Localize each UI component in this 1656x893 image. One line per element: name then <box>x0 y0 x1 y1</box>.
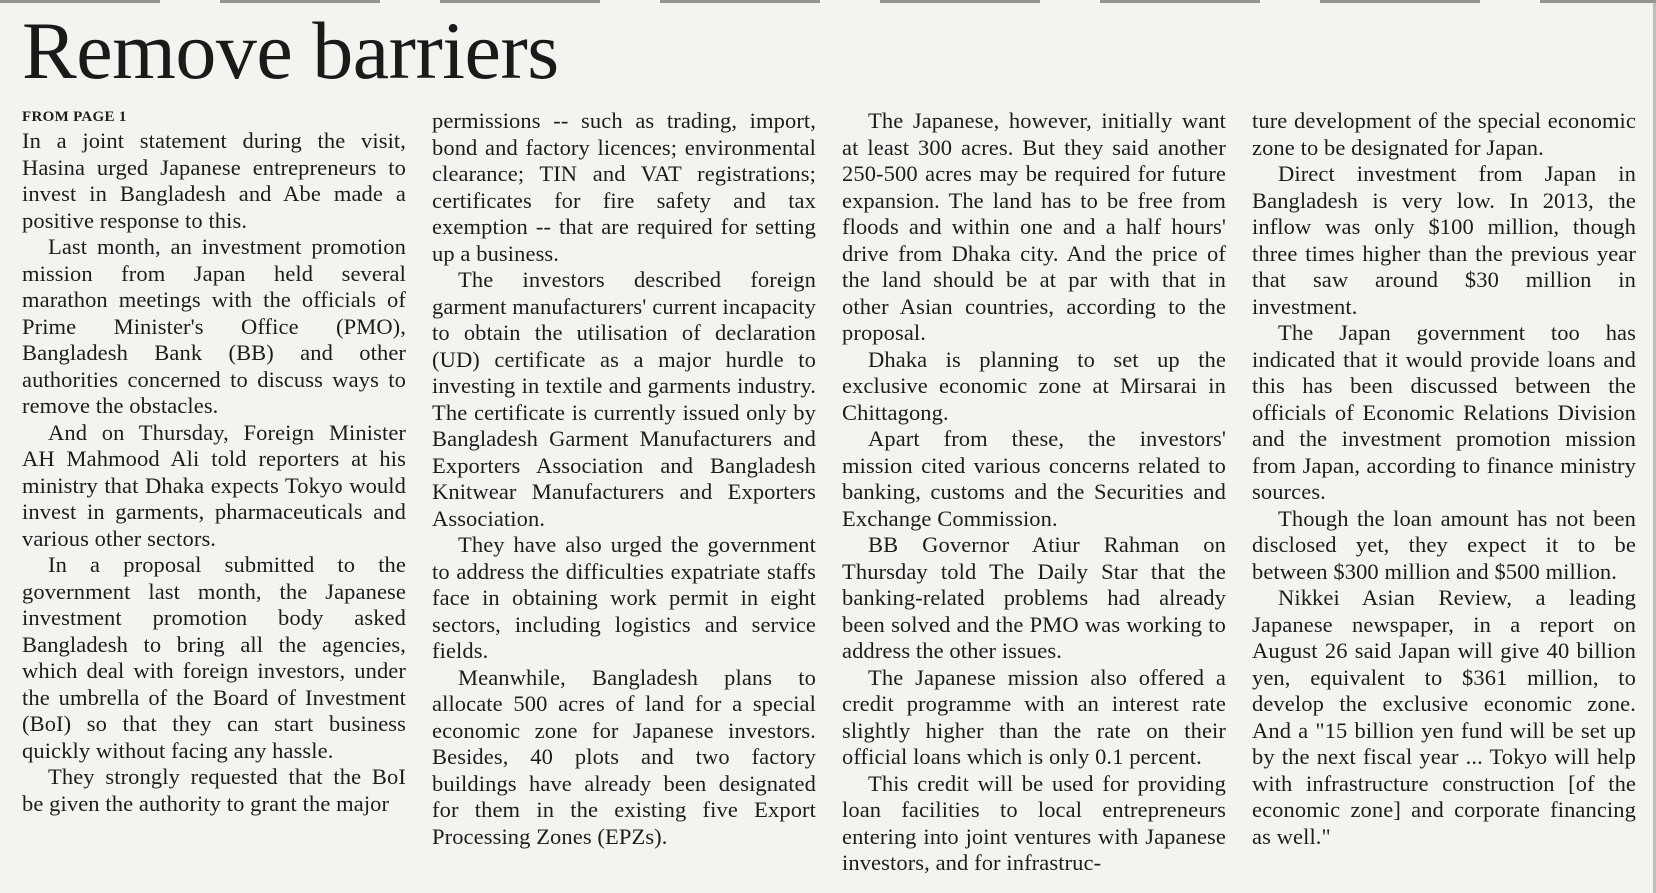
paragraph: The investors described foreign garment manufacturers' current incapacity to obtain the utilisation of declaration (UD) certificate as a major hurdle to investing in textile and garments industry. The certificate is currently issued only by Bangladesh Garment Manufacturers and Exporters Association and Bangladesh Knitwear Manufacturers and Exporters Association. <box>432 267 816 531</box>
article-column-1 <box>22 108 406 884</box>
paragraph: Nikkei Asian Review, a leading Japanese newspaper, in a report on August 26 said Japan will give 40 billion yen, equivalent to $361 million, to develop the exclusive economic zone. And a "15 billion yen fund will be set up by the next fiscal year ... Tokyo will help with infrastructure construction [of the economic zone] and corporate financing as well." <box>1252 585 1636 849</box>
paragraph: Last month, an investment promotion mission from Japan held several marathon meetings with the officials of Prime Minister's Office (PMO), Bangladesh Bank (BB) and other authorities concerned to discuss ways to remove the obstacles. <box>22 234 406 418</box>
article-body <box>22 108 1636 884</box>
paragraph: ture development of the special economic zone to be designated for Japan. <box>1252 108 1636 160</box>
paragraph: This credit will be used for providing loan facilities to local entrepreneurs entering into joint ventures with Japanese investors, and for infrastruc- <box>842 770 1226 875</box>
headline: Remove barriers <box>22 5 559 96</box>
top-rule <box>0 0 1656 3</box>
paragraph: permissions -- such as trading, import, bond and factory licences; environmental clearance; TIN and VAT registrations; certificates for fire safety and tax exemption -- that are required for setting up a business. <box>432 108 816 266</box>
paragraph: Dhaka is planning to set up the exclusive economic zone at Mirsarai in Chittagong. <box>842 346 1226 425</box>
article-column-4 <box>1252 108 1636 884</box>
continuation-label: FROM PAGE 1 <box>22 109 127 125</box>
paragraph: Apart from these, the investors' mission cited various concerns related to banking, customs and the Securities and Exchange Commission. <box>842 426 1226 531</box>
paragraph: They strongly requested that the BoI be given the authority to grant the major <box>22 764 406 816</box>
paragraph: The Japanese, however, initially want at least 300 acres. But they said another 250-500 acres may be required for future expansion. The land has to be free from floods and within one and a half hours' drive from Dhaka city. And the price of the land should be at par with that in other Asian countries, according to the proposal. <box>842 108 1226 345</box>
paragraph: Meanwhile, Bangladesh plans to allocate 500 acres of land for a special economic zone for Japanese investors. Besides, 40 plots and two factory buildings have already been designated for them in the existing five Export Processing Zones (EPZs). <box>432 664 816 849</box>
paragraph: In a joint statement during the visit, Hasina urged Japanese entrepreneurs to invest in Bangladesh and Abe made a positive response to this. <box>22 128 406 233</box>
paragraph: In a proposal submitted to the government last month, the Japanese investment promotion body asked Bangladesh to bring all the agencies, which deal with foreign investors, under the umbrella of the Board of Investment (BoI) so that they can start business quickly without facing any hassle. <box>22 552 406 763</box>
article-column-3 <box>842 108 1226 884</box>
article-column-2 <box>432 108 816 884</box>
paragraph: BB Governor Atiur Rahman on Thursday told The Daily Star that the banking-related problems had already been solved and the PMO was working to address the other issues. <box>842 532 1226 663</box>
paragraph: And on Thursday, Foreign Minister AH Mahmood Ali told reporters at his ministry that Dhaka expects Tokyo would invest in garments, pharmaceuticals and various other sectors. <box>22 419 406 551</box>
paragraph: Though the loan amount has not been disclosed yet, they expect it to be between $300 million and $500 million. <box>1252 505 1636 584</box>
paragraph: The Japanese mission also offered a credit programme with an interest rate slightly higher than the rate on their official loans which is only 0.1 percent. <box>842 664 1226 769</box>
paragraph: They have also urged the government to address the difficulties expatriate staffs face in obtaining work permit in eight sectors, including logistics and service fields. <box>432 532 816 663</box>
paragraph: Direct investment from Japan in Bangladesh is very low. In 2013, the inflow was only $100 million, though three times higher than the previous year that saw around $30 million in investment. <box>1252 161 1636 319</box>
paragraph: The Japan government too has indicated that it would provide loans and this has been discussed between the officials of Economic Relations Division and the investment promotion mission from Japan, according to finance ministry sources. <box>1252 320 1636 504</box>
